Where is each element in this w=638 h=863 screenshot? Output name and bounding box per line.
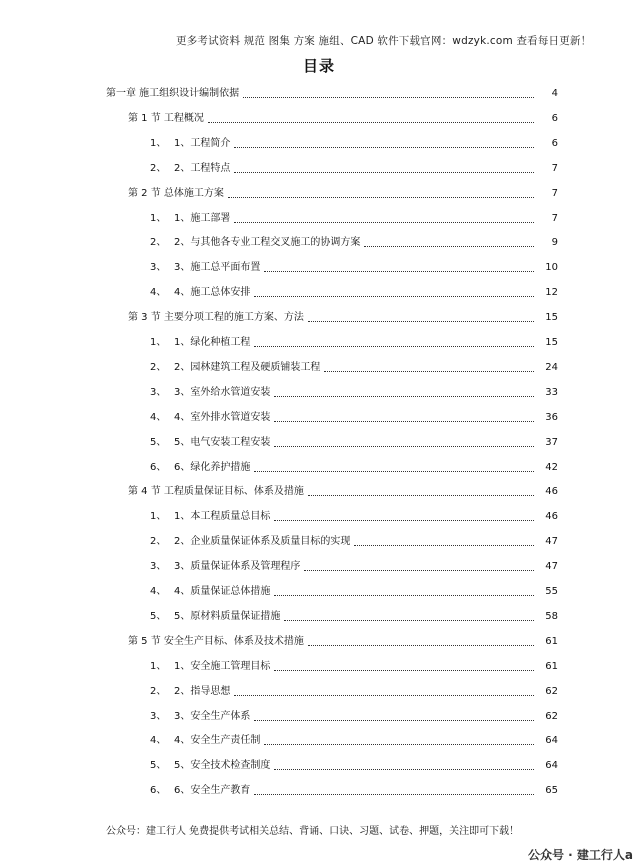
toc-leader-dots <box>274 669 534 671</box>
toc-entry-label: 3、施工总平面布置 <box>174 262 261 274</box>
toc-leader-dots <box>234 694 534 696</box>
toc-entry[interactable] <box>0 185 558 203</box>
toc-entry-label: 4、质量保证总体措施 <box>174 586 271 597</box>
toc-entry-number: 4、 <box>150 411 167 423</box>
toc-page-number: 7 <box>551 212 558 224</box>
toc-page-number: 65 <box>545 785 558 797</box>
toc-leader-dots <box>354 544 534 546</box>
toc-entry[interactable] <box>0 259 558 277</box>
toc-entry-label: 6、安全生产教育 <box>174 785 251 797</box>
toc-entry[interactable] <box>0 732 558 750</box>
toc-page-number: 7 <box>551 162 558 174</box>
toc-page-number: 46 <box>545 511 558 523</box>
toc-entry-label: 第 1 节 工程概况 <box>128 112 204 124</box>
toc-entry[interactable] <box>0 160 558 178</box>
toc-leader-dots <box>274 445 534 447</box>
toc-leader-dots <box>274 395 534 397</box>
toc-leader-dots <box>254 295 534 297</box>
toc-entry[interactable] <box>0 384 558 402</box>
toc-entry-number: 6、 <box>150 785 167 797</box>
toc-entry-label: 第 2 节 总体施工方案 <box>128 187 224 199</box>
toc-entry-label: 2、与其他各专业工程交叉施工的协调方案 <box>174 237 361 249</box>
toc-page-number: 46 <box>545 486 558 498</box>
toc-entry[interactable] <box>0 85 558 103</box>
toc-entry[interactable] <box>0 533 558 551</box>
toc-entry[interactable] <box>0 708 558 726</box>
toc-entry-number: 4、 <box>150 586 167 597</box>
toc-entry[interactable] <box>0 757 558 775</box>
toc-entry[interactable] <box>0 683 558 701</box>
toc-entry-label: 1、安全施工管理目标 <box>174 660 271 672</box>
toc-leader-dots <box>274 594 534 596</box>
toc-entry-label: 3、室外给水管道安装 <box>174 386 271 398</box>
toc-entry-label: 2、工程特点 <box>174 162 231 174</box>
toc-entry[interactable] <box>0 110 558 128</box>
toc-leader-dots <box>274 420 534 422</box>
toc-leader-dots <box>308 644 534 646</box>
toc-entry[interactable] <box>0 434 558 452</box>
toc-leader-dots <box>234 171 534 173</box>
toc-page-number: 10 <box>545 262 558 274</box>
toc-entry-number: 3、 <box>150 386 167 398</box>
toc-page-number: 12 <box>545 287 558 299</box>
toc-leader-dots <box>274 768 534 770</box>
toc-entry-label: 第 3 节 主要分项工程的施工方案、方法 <box>128 312 304 324</box>
toc-leader-dots <box>208 121 534 123</box>
toc-entry-label: 1、绿化种植工程 <box>174 337 251 348</box>
toc-entry[interactable] <box>0 658 558 676</box>
toc-page-number: 37 <box>545 436 558 448</box>
toc-leader-dots <box>254 345 534 347</box>
toc-page-number: 33 <box>545 386 558 398</box>
toc-page-number: 4 <box>551 88 558 99</box>
toc-leader-dots <box>264 270 534 272</box>
toc-page-number: 61 <box>545 635 558 647</box>
toc-entry-number: 4、 <box>150 287 167 299</box>
toc-entry-number: 2、 <box>150 536 167 548</box>
toc-entry-label: 3、质量保证体系及管理程序 <box>174 561 301 573</box>
toc-entry[interactable] <box>0 558 558 576</box>
toc-entry[interactable] <box>0 359 558 377</box>
toc-entry-label: 1、工程简介 <box>174 137 231 149</box>
toc-page-number: 42 <box>545 461 558 473</box>
toc-page-number: 62 <box>545 685 558 697</box>
toc-entry-number: 3、 <box>150 710 167 722</box>
toc-entry[interactable] <box>0 234 558 252</box>
toc-entry[interactable] <box>0 210 558 228</box>
toc-page-number: 64 <box>545 760 558 772</box>
toc-page-number: 24 <box>545 361 558 373</box>
toc-page-number: 61 <box>545 660 558 672</box>
toc-entry[interactable] <box>0 782 558 800</box>
toc-entry-number: 1、 <box>150 660 167 672</box>
toc-leader-dots <box>308 494 534 496</box>
watermark: 公众号 · 建工行人a <box>528 848 634 862</box>
toc-leader-dots <box>308 320 534 322</box>
toc-entry-label: 1、施工部署 <box>174 212 231 224</box>
toc-leader-dots <box>228 196 534 198</box>
toc-entry-number: 4、 <box>150 735 167 747</box>
toc-title: 目录 <box>302 57 335 75</box>
toc-entry-label: 5、安全技术检查制度 <box>174 760 271 772</box>
toc-entry-label: 1、本工程质量总目标 <box>174 511 271 523</box>
toc-entry-label: 6、绿化养护措施 <box>174 461 251 473</box>
toc-page-number: 6 <box>551 137 558 149</box>
toc-entry-number: 5、 <box>150 436 167 448</box>
toc-leader-dots <box>243 96 534 98</box>
toc-entry-label: 第 5 节 安全生产目标、体系及技术措施 <box>128 635 304 647</box>
toc-entry-label: 第一章 施工组织设计编制依据 <box>106 88 240 99</box>
toc-entry-number: 1、 <box>150 137 167 149</box>
toc-entry[interactable] <box>0 334 558 352</box>
toc-leader-dots <box>324 370 534 372</box>
toc-entry-label: 4、施工总体安排 <box>174 287 251 299</box>
toc-entry[interactable] <box>0 483 558 501</box>
toc-entry[interactable] <box>0 608 558 626</box>
toc-entry-number: 3、 <box>150 262 167 274</box>
toc-leader-dots <box>364 245 534 247</box>
toc-entry[interactable] <box>0 409 558 427</box>
header-note: 更多考试资料 规范 图集 方案 施组、CAD 软件下载官网：wdzyk.com 查看每日更新！ <box>176 35 592 47</box>
toc-entry-number: 5、 <box>150 760 167 772</box>
toc-page-number: 36 <box>545 411 558 423</box>
toc-page-number: 47 <box>545 536 558 548</box>
toc-page-number: 6 <box>551 112 558 124</box>
toc-leader-dots <box>234 221 534 223</box>
toc-page-number: 58 <box>545 610 558 622</box>
toc-leader-dots <box>254 719 534 721</box>
toc-page-number: 64 <box>545 735 558 747</box>
toc-entry[interactable] <box>0 309 558 327</box>
toc-entry[interactable] <box>0 583 558 601</box>
toc-page-number: 15 <box>545 312 558 324</box>
toc-page-number: 47 <box>545 561 558 573</box>
toc-entry-label: 4、室外排水管道安装 <box>174 411 271 423</box>
footer-note: 公众号：建工行人 免费提供考试相关总结、背诵、口诀、习题、试卷、押题，关注即可下载！ <box>106 826 520 837</box>
toc-page-number: 7 <box>551 187 558 199</box>
toc-entry-label: 第 4 节 工程质量保证目标、体系及措施 <box>128 486 304 498</box>
toc-entry[interactable] <box>0 508 558 526</box>
toc-leader-dots <box>284 619 534 621</box>
toc-entry[interactable] <box>0 633 558 651</box>
toc-entry-number: 2、 <box>150 361 167 373</box>
toc-page-number: 15 <box>545 337 558 348</box>
toc-entry-label: 3、安全生产体系 <box>174 710 251 722</box>
toc-entry-label: 2、指导思想 <box>174 685 231 697</box>
toc-leader-dots <box>264 743 534 745</box>
toc-leader-dots <box>254 470 534 472</box>
toc-entry-number: 2、 <box>150 237 167 249</box>
toc-entry[interactable] <box>0 284 558 302</box>
toc-entry[interactable] <box>0 135 558 153</box>
toc-leader-dots <box>254 793 534 795</box>
toc-leader-dots <box>304 569 534 571</box>
toc-entry-number: 1、 <box>150 511 167 523</box>
toc-entry-number: 2、 <box>150 685 167 697</box>
toc-entry-number: 1、 <box>150 212 167 224</box>
toc-entry-number: 3、 <box>150 561 167 573</box>
toc-page-number: 55 <box>545 586 558 597</box>
toc-leader-dots <box>274 519 534 521</box>
toc-page-number: 62 <box>545 710 558 722</box>
toc-entry-number: 1、 <box>150 337 167 348</box>
toc-entry-label: 5、电气安装工程安装 <box>174 436 271 448</box>
toc-entry-label: 5、原材料质量保证措施 <box>174 610 281 622</box>
toc-entry-label: 2、企业质量保证体系及质量目标的实现 <box>174 536 351 548</box>
toc-leader-dots <box>234 146 534 148</box>
toc-entry-label: 2、园林建筑工程及硬质铺装工程 <box>174 361 321 373</box>
toc-entry-label: 4、安全生产责任制 <box>174 735 261 747</box>
toc-entry-number: 2、 <box>150 162 167 174</box>
toc-entry-number: 6、 <box>150 461 167 473</box>
toc-entry-number: 5、 <box>150 610 167 622</box>
toc-page-number: 9 <box>551 237 558 249</box>
toc-entry[interactable] <box>0 459 558 477</box>
